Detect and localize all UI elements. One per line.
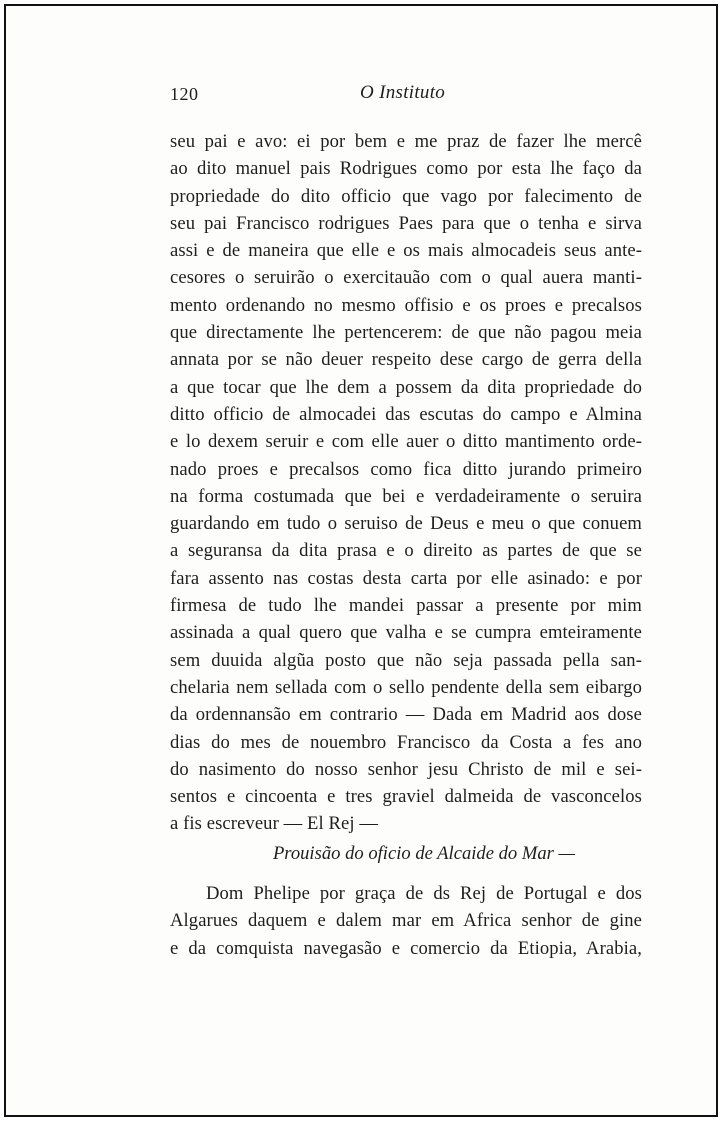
text-line: cesores o seruirão o exercitauão com o qual auera manti- — [170, 267, 642, 289]
text-line: ao dito manuel pais Rodrigues como por esta lhe faço da — [170, 158, 642, 180]
page-number: 120 — [170, 84, 199, 104]
text-line: sentos e cincoenta e tres graviel dalmeida de vasconcelos — [170, 786, 642, 808]
text-line: fara assento nas costas desta carta por elle asinado: e por — [170, 567, 642, 589]
text-line: annata por se não deuer respeito dese cargo de gerra della — [170, 349, 642, 371]
text-line: dias do mes de nouembro Francisco da Costa a fes ano — [170, 731, 642, 753]
text-line: mento ordenando no mesmo offisio e os proes e precalsos — [170, 294, 642, 316]
text-line: e da comquista navegasão e comercio da Etiopia, Arabia, — [170, 937, 642, 959]
text-line: e lo dexem seruir e com elle auer o ditto mantimento orde- — [170, 431, 642, 453]
text-line: que directamente lhe pertencerem: de que não pagou meia — [170, 322, 642, 344]
body-text — [170, 128, 642, 838]
text-line: seu pai e avo: ei por bem e me praz de fazer lhe mercê — [170, 131, 642, 152]
text-line: Algarues daquem e dalem mar em Africa senhor de gine — [170, 910, 642, 932]
section-heading: Prouisão do oficio de Alcaide do Mar — — [272, 843, 576, 864]
text-line: a fis escreveur — El Rej — — [170, 813, 379, 835]
text-line: da ordennansão em contrario — Dada em Madrid aos dose — [170, 704, 642, 726]
text-line: chelaria nem sellada com o sello pendente della sem eibargo — [170, 676, 642, 698]
section-body-text — [170, 880, 642, 962]
text-line: Dom Phelipe por graça de ds Rej de Portugal e dos — [206, 883, 642, 904]
text-line: do nasimento do nosso senhor jesu Christo de mil e sei- — [170, 758, 642, 780]
text-line: guardando em tudo o seruiso de Deus e meu o que conuem — [170, 513, 642, 535]
text-line: sem duuida algũa posto que não seja passada pella san- — [170, 649, 642, 671]
text-line: a seguransa da dita prasa e o direito as partes de que se — [170, 540, 642, 562]
page-header — [170, 84, 640, 110]
text-line: assi e de maneira que elle e os mais almocadeis seus ante- — [170, 240, 642, 262]
running-title: O Instituto — [360, 82, 446, 103]
text-line: na forma costumada que bei e verdadeiramente o seruira — [170, 485, 642, 507]
text-line: firmesa de tudo lhe mandei passar a presente por mim — [170, 595, 642, 617]
text-line: seu pai Francisco rodrigues Paes para que o tenha e sirva — [170, 212, 642, 234]
text-line: assinada a qual quero que valha e se cumpra emteiramente — [170, 622, 642, 644]
text-line: propriedade do dito officio que vago por falecimento de — [170, 185, 642, 207]
text-line: nado proes e precalsos como fica ditto jurando primeiro — [170, 458, 642, 480]
text-line: a que tocar que lhe dem a possem da dita propriedade do — [170, 376, 642, 398]
text-line: ditto officio de almocadei das escutas do campo e Almina — [170, 403, 642, 425]
